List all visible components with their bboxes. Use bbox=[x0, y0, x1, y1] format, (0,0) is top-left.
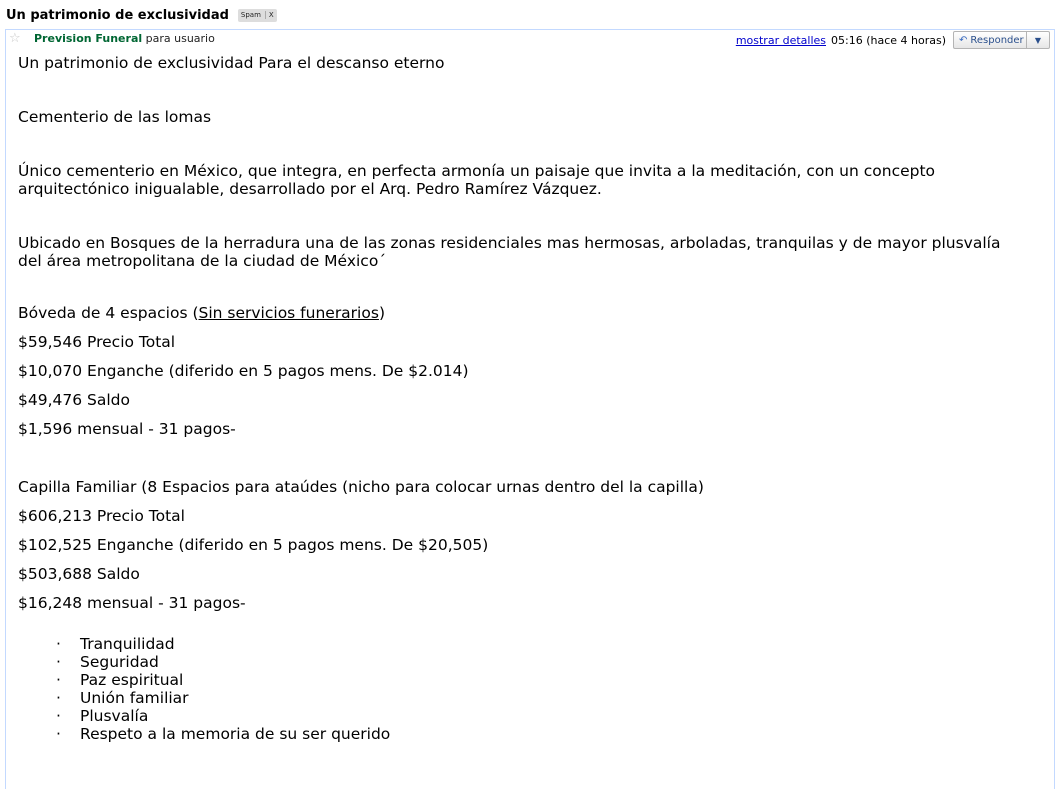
show-details-link[interactable]: mostrar detalles bbox=[735, 33, 826, 47]
reply-button[interactable] bbox=[954, 32, 1026, 48]
list-item: · Plusvalía bbox=[56, 707, 149, 725]
benefits-list bbox=[18, 635, 1000, 743]
star-icon[interactable]: ☆ bbox=[9, 31, 21, 46]
boveda-balance: $49,476 Saldo bbox=[18, 391, 130, 409]
body-paragraph-2-line-1: Ubicado en Bosques de la herradura una de las zonas residenciales mas hermosas, arboladas, tranquilas y de mayor plusvalía bbox=[18, 234, 1001, 252]
capilla-down-payment: $102,525 Enganche (diferido en 5 pagos mens. De $20,505) bbox=[18, 536, 489, 554]
reply-button-group bbox=[953, 31, 1050, 49]
spam-label-chip[interactable] bbox=[238, 9, 277, 22]
list-item: · Tranquilidad bbox=[56, 635, 175, 653]
no-funeral-services-link[interactable]: Sin servicios funerarios bbox=[198, 304, 379, 322]
boveda-title: Bóveda de 4 espacios (Sin servicios funerarios) bbox=[18, 304, 385, 322]
header-actions bbox=[736, 30, 1050, 50]
message-time: 05:16 (hace 4 horas) bbox=[831, 33, 946, 47]
capilla-balance: $503,688 Saldo bbox=[18, 565, 140, 583]
subject-bar bbox=[6, 6, 277, 24]
boveda-down-payment: $10,070 Enganche (diferido en 5 pagos mens. De $2.014) bbox=[18, 362, 469, 380]
body-intro: Un patrimonio de exclusividad Para el descanso eterno bbox=[18, 54, 445, 72]
body-paragraph-2-line-2: del área metropolitana de la ciudad de México´ bbox=[18, 252, 387, 270]
label-name: Spam bbox=[240, 11, 261, 19]
list-item: · Respeto a la memoria de su ser querido bbox=[56, 725, 391, 743]
reply-arrow-icon: ↶ bbox=[959, 34, 968, 46]
list-item: · Seguridad bbox=[56, 653, 159, 671]
body-cemetery-name: Cementerio de las lomas bbox=[18, 108, 212, 126]
capilla-title: Capilla Familiar (8 Espacios para ataúdes (nicho para colocar urnas dentro del la capilla) bbox=[18, 478, 704, 496]
email-subject: Un patrimonio de exclusividad bbox=[6, 7, 229, 23]
boveda-price-total: $59,546 Precio Total bbox=[18, 333, 176, 351]
recipient-text: para usuario bbox=[145, 32, 215, 45]
body-paragraph-1-line-1: Único cementerio en México, que integra, en perfecta armonía un paisaje que invita a la meditación, con un concepto bbox=[18, 162, 936, 180]
remove-label-button[interactable]: X bbox=[265, 11, 274, 19]
message-body bbox=[18, 54, 1000, 743]
body-paragraph-1-line-2: arquitectónico inigualable, desarrollado por el Arq. Pedro Ramírez Vázquez. bbox=[18, 180, 602, 198]
capilla-price-total: $606,213 Precio Total bbox=[18, 507, 185, 525]
capilla-monthly: $16,248 mensual - 31 pagos- bbox=[18, 594, 246, 612]
message-header bbox=[6, 30, 1054, 50]
list-item: · Paz espiritual bbox=[56, 671, 184, 689]
sender-name[interactable]: Prevision Funeral bbox=[34, 32, 143, 45]
sender-line bbox=[34, 32, 215, 45]
boveda-monthly: $1,596 mensual - 31 pagos- bbox=[18, 420, 236, 438]
list-item: · Unión familiar bbox=[56, 689, 189, 707]
reply-options-dropdown[interactable]: ▼ bbox=[1026, 32, 1049, 48]
reply-button-label: Responder bbox=[970, 34, 1024, 46]
